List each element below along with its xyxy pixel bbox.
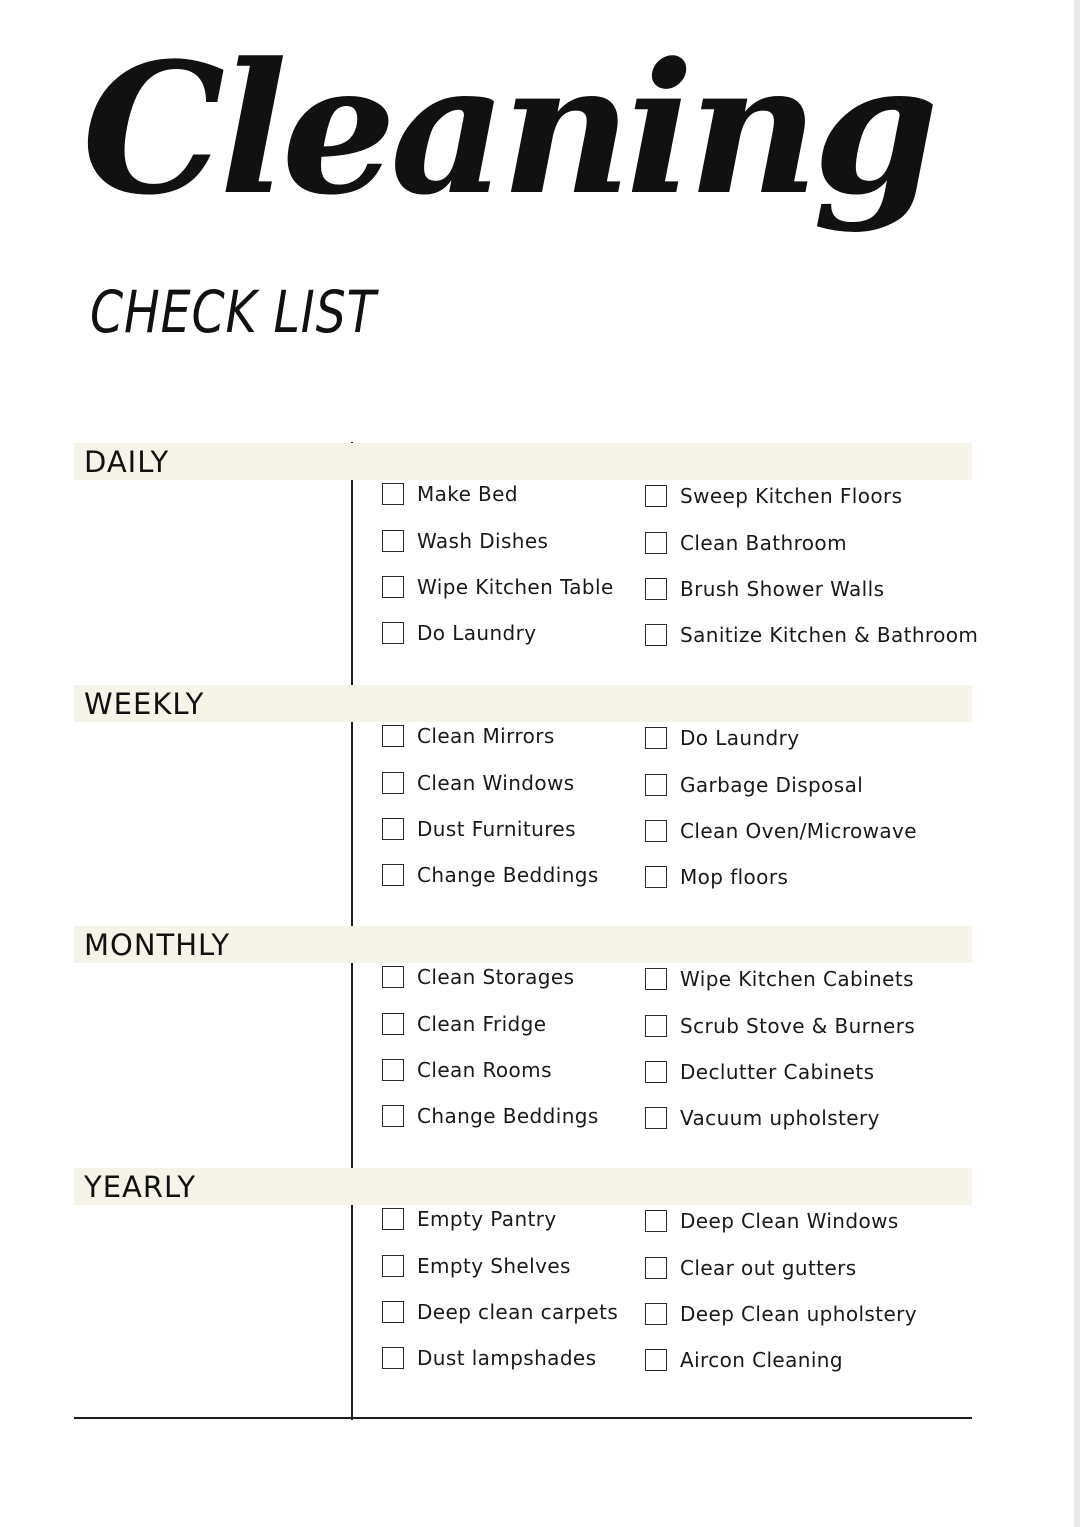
checkbox[interactable]	[645, 1061, 667, 1083]
checklist-item-label: Clear out gutters	[680, 1256, 857, 1280]
section-label: YEARLY	[84, 1170, 197, 1204]
checklist-item[interactable]	[382, 618, 537, 648]
checklist-item[interactable]	[645, 620, 978, 650]
checklist-item-label: Do Laundry	[680, 726, 800, 750]
checklist-item-label: Wash Dishes	[417, 529, 549, 553]
checkbox[interactable]	[645, 532, 667, 554]
checkbox[interactable]	[382, 622, 404, 644]
checklist-item[interactable]	[382, 721, 555, 751]
checklist-item-label: Wipe Kitchen Table	[417, 575, 614, 599]
checklist-item[interactable]	[382, 1343, 596, 1373]
checklist-item-label: Clean Fridge	[417, 1012, 547, 1036]
checklist-item[interactable]	[382, 860, 599, 890]
checklist-item[interactable]	[645, 964, 914, 994]
checklist-item[interactable]	[645, 723, 800, 753]
page-subtitle: CHECK LIST	[90, 278, 377, 346]
checklist-item-label: Empty Pantry	[417, 1207, 557, 1231]
checkbox[interactable]	[382, 1059, 404, 1081]
checkbox[interactable]	[382, 1347, 404, 1369]
section-header-yearly	[74, 1168, 972, 1205]
section-label: MONTHLY	[84, 928, 231, 962]
checklist-item[interactable]	[645, 816, 917, 846]
checkbox[interactable]	[645, 1015, 667, 1037]
checklist-item[interactable]	[382, 814, 576, 844]
checklist-item-label: Declutter Cabinets	[680, 1060, 875, 1084]
section-header-weekly	[74, 685, 972, 722]
checklist-item[interactable]	[382, 1101, 599, 1131]
section-label: DAILY	[84, 445, 170, 479]
checklist-item-label: Deep clean carpets	[417, 1300, 619, 1324]
checklist-item-label: Do Laundry	[417, 621, 537, 645]
bottom-rule	[74, 1417, 972, 1419]
checkbox[interactable]	[645, 1349, 667, 1371]
checklist-item[interactable]	[382, 1251, 571, 1281]
checklist-item-label: Clean Storages	[417, 965, 575, 989]
checklist-item[interactable]	[645, 1299, 917, 1329]
checklist-item[interactable]	[382, 572, 614, 602]
checkbox[interactable]	[645, 485, 667, 507]
checklist-item-label: Make Bed	[417, 482, 518, 506]
checkbox[interactable]	[382, 818, 404, 840]
checkbox[interactable]	[382, 772, 404, 794]
checklist-item[interactable]	[382, 1009, 546, 1039]
checklist-item[interactable]	[382, 1055, 552, 1085]
checkbox[interactable]	[645, 820, 667, 842]
checklist-item-label: Mop floors	[680, 865, 789, 889]
checklist-item[interactable]	[645, 1011, 915, 1041]
checklist-item[interactable]	[382, 526, 548, 556]
checklist-item[interactable]	[382, 768, 575, 798]
checklist-item-label: Change Beddings	[417, 863, 599, 887]
checkbox[interactable]	[382, 530, 404, 552]
checkbox[interactable]	[382, 1013, 404, 1035]
checkbox[interactable]	[645, 727, 667, 749]
section-header-monthly	[74, 926, 972, 963]
checkbox[interactable]	[645, 866, 667, 888]
checklist-item[interactable]	[382, 479, 518, 509]
section-header-daily	[74, 443, 972, 480]
checkbox[interactable]	[382, 1255, 404, 1277]
checklist-item-label: Clean Mirrors	[417, 724, 555, 748]
checklist-item-label: Clean Bathroom	[680, 531, 847, 555]
checklist-item-label: Sweep Kitchen Floors	[680, 484, 903, 508]
checklist-item-label: Deep Clean Windows	[680, 1209, 899, 1233]
checkbox[interactable]	[645, 774, 667, 796]
checklist-item[interactable]	[645, 481, 902, 511]
checklist-item[interactable]	[645, 770, 863, 800]
checklist-item-label: Scrub Stove & Burners	[680, 1014, 916, 1038]
checklist-item[interactable]	[645, 1345, 843, 1375]
checklist-item[interactable]	[645, 528, 847, 558]
checkbox[interactable]	[382, 576, 404, 598]
checklist-item-label: Clean Windows	[417, 771, 575, 795]
checklist-item-label: Aircon Cleaning	[680, 1348, 843, 1372]
checklist-item[interactable]	[382, 962, 574, 992]
checkbox[interactable]	[645, 1210, 667, 1232]
checkbox[interactable]	[645, 1257, 667, 1279]
checklist-item-label: Clean Oven/Microwave	[680, 819, 917, 843]
checklist-item-label: Wipe Kitchen Cabinets	[680, 967, 914, 991]
checklist-item[interactable]	[645, 862, 788, 892]
checklist-item[interactable]	[645, 1103, 880, 1133]
checklist-item-label: Dust lampshades	[417, 1346, 597, 1370]
checkbox[interactable]	[382, 1208, 404, 1230]
checklist-item-label: Clean Rooms	[417, 1058, 552, 1082]
checkbox[interactable]	[645, 578, 667, 600]
checklist-item[interactable]	[645, 1253, 857, 1283]
checklist-item[interactable]	[382, 1204, 557, 1234]
checkbox[interactable]	[382, 966, 404, 988]
checklist-item-label: Dust Furnitures	[417, 817, 576, 841]
checkbox[interactable]	[382, 1105, 404, 1127]
checklist-item[interactable]	[645, 574, 884, 604]
checklist-item-label: Sanitize Kitchen & Bathroom	[680, 623, 979, 647]
section-label: WEEKLY	[84, 687, 205, 721]
checkbox[interactable]	[382, 483, 404, 505]
checklist-item-label: Brush Shower Walls	[680, 577, 885, 601]
checklist-item-label: Empty Shelves	[417, 1254, 571, 1278]
checkbox[interactable]	[382, 725, 404, 747]
checklist-item[interactable]	[645, 1057, 874, 1087]
page-edge	[1074, 0, 1080, 1527]
checklist-item-label: Garbage Disposal	[680, 773, 864, 797]
checkbox[interactable]	[382, 864, 404, 886]
checkbox[interactable]	[645, 1303, 667, 1325]
checklist-item-label: Deep Clean upholstery	[680, 1302, 918, 1326]
checklist-item[interactable]	[645, 1206, 899, 1236]
checkbox[interactable]	[382, 1301, 404, 1323]
checklist-item-label: Change Beddings	[417, 1104, 599, 1128]
checklist-item[interactable]	[382, 1297, 618, 1327]
checklist-item-label: Vacuum upholstery	[680, 1106, 880, 1130]
checkbox[interactable]	[645, 624, 667, 646]
checkbox[interactable]	[645, 968, 667, 990]
page-title: Cleaning	[82, 24, 933, 235]
checkbox[interactable]	[645, 1107, 667, 1129]
